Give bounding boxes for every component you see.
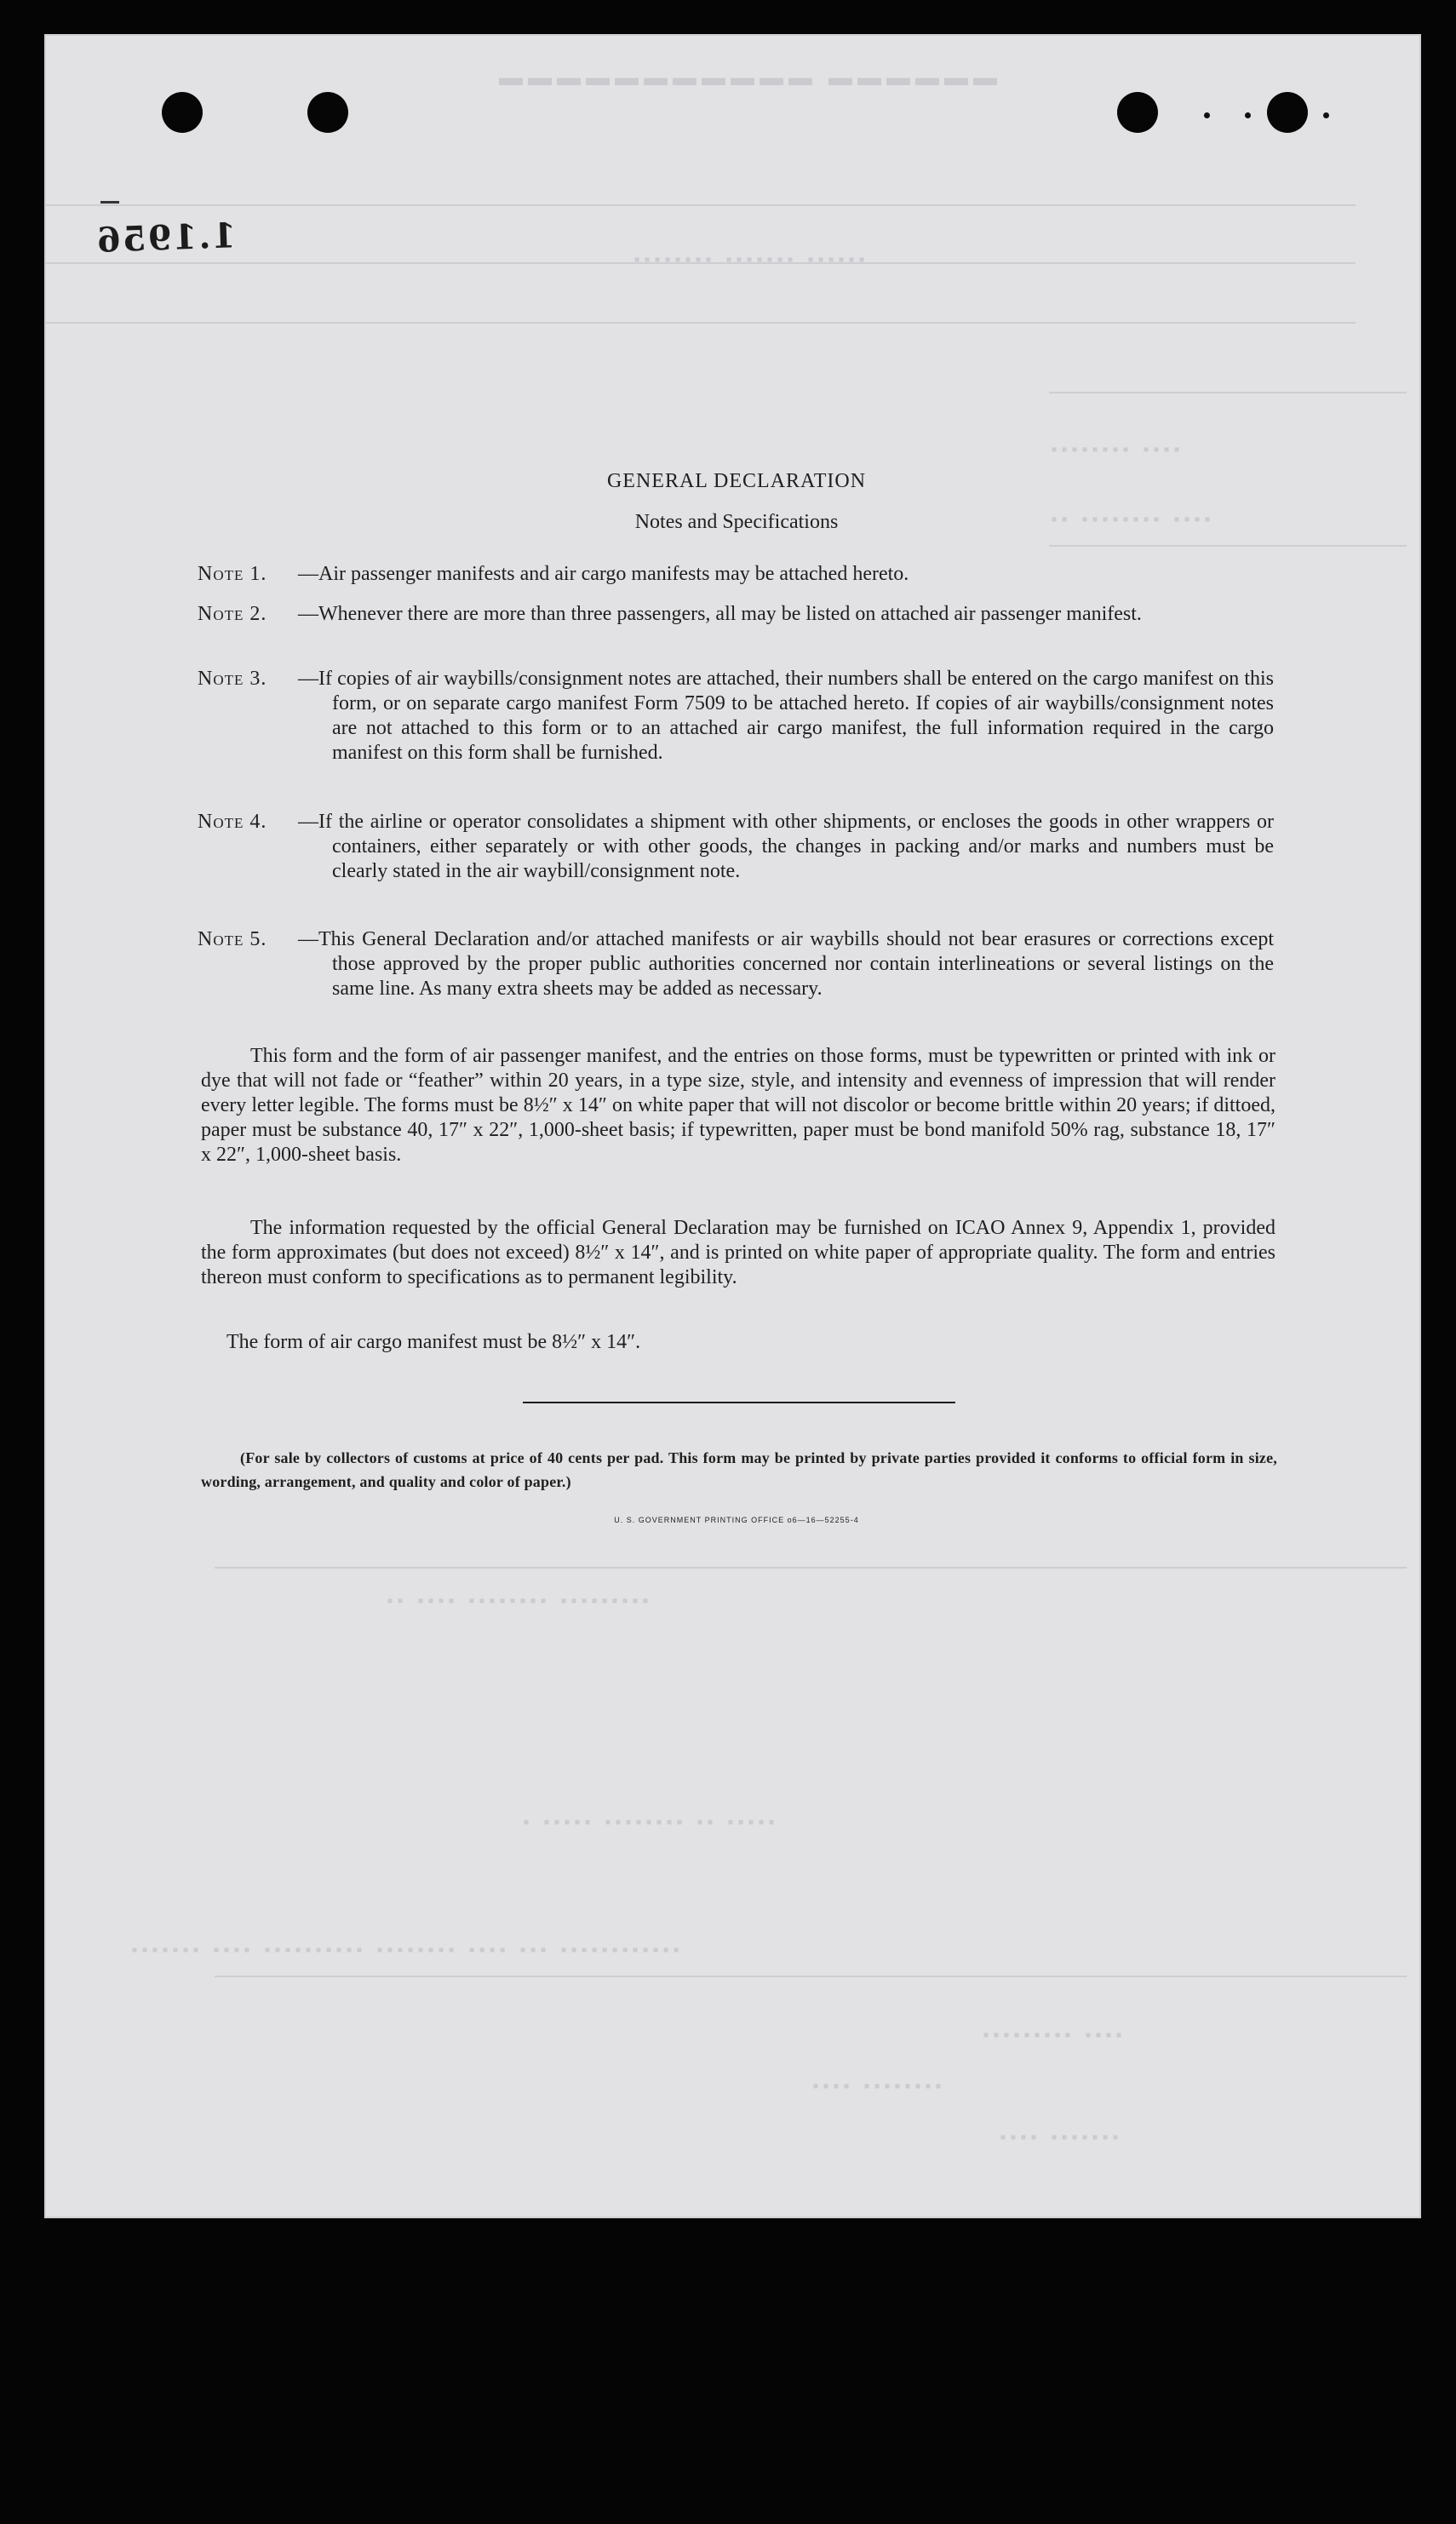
note-label: Note 5. <box>198 928 267 950</box>
printer-imprint: U. S. GOVERNMENT PRINTING OFFICE o6—16—52255-4 <box>614 1516 859 1524</box>
document-title: GENERAL DECLARATION <box>606 470 867 492</box>
bleed-through-text: ▪▪ ▪▪▪▪ ▪▪▪▪▪▪▪▪ ▪▪▪▪▪▪▪▪▪ <box>385 1592 651 1612</box>
document-subtitle: Notes and Specifications <box>634 511 839 533</box>
bleed-through-text: ▪▪ ▪▪▪▪▪▪▪▪ ▪▪▪▪ <box>1049 511 1213 531</box>
note-4 <box>198 810 1274 884</box>
note-1 <box>198 562 1274 587</box>
bleed-through-line <box>1049 392 1407 393</box>
divider-rule <box>523 1402 955 1403</box>
note-2 <box>198 602 1274 627</box>
punch-hole <box>1117 92 1158 133</box>
punch-hole <box>1267 92 1308 133</box>
specification-paragraph: This form and the form of air passenger manifest, and the entries on those forms, must be typewritten or printed with ink or dye that will not fade or “feather” within 20 years, in a type size, style, and intensity and evenness of impression that will render every letter legible. The forms must be 8½″ x 14″ on white paper that will not discolor or become brittle within 20 years; if dittoed, paper must be substance 40, 17″ x 22″, 1,000-sheet basis; if typewritten, paper must be bond manifold 50% rag, substance 18, 17″ x 22″, 1,000-sheet basis. <box>201 1045 1275 1166</box>
note-text: —If the airline or operator consolidates a shipment with other shipments, or encloses the goods in other wrappers or containers, either separately or with other goods, the changes in packing and/or marks and numbers must be clearly stated in the air waybill/consignment note. <box>298 811 1274 882</box>
handwritten-mark <box>100 201 119 204</box>
bleed-through-text: ▪▪▪▪ ▪▪▪▪▪▪▪▪ <box>811 2078 944 2097</box>
bleed-through-text: ▪▪▪▪▪▪▪▪▪ ▪▪▪▪ <box>981 2027 1125 2046</box>
bleed-through-heading: ▬▬▬▬▬▬ ▬▬▬▬▬▬▬▬▬▬▬ <box>494 65 997 91</box>
note-label: Note 2. <box>198 603 267 625</box>
handwritten-number: 1.1956 <box>95 215 237 261</box>
bleed-through-text: ▪▪▪▪▪▪▪▪ ▪▪▪▪▪▪▪ ▪▪▪▪▪▪ <box>632 251 868 271</box>
note-3 <box>198 667 1274 766</box>
bleed-through-text: ▪ ▪▪▪▪▪ ▪▪▪▪▪▪▪▪ ▪▪ ▪▪▪▪▪ <box>521 1814 777 1833</box>
bleed-through-text: ▪▪▪▪▪▪▪ ▪▪▪▪ ▪▪▪▪▪▪▪▪▪▪ ▪▪▪▪▪▪▪▪ ▪▪▪▪ ▪▪▪ ▪▪▪▪▪▪▪▪▪▪▪▪ <box>129 1942 682 1961</box>
note-label: Note 3. <box>198 668 267 690</box>
specification-paragraph: The form of air cargo manifest must be 8½″ x 14″. <box>226 1331 641 1353</box>
speck <box>1204 112 1210 118</box>
note-text: —If copies of air waybills/consignment notes are attached, their numbers shall be entered on the cargo manifest on this form, or on separate cargo manifest Form 7509 to be attached hereto. If copies of air waybills/consignment notes are not attached to this form or to an attached air cargo manifest, the full information required in the cargo manifest on this form shall be furnished. <box>298 668 1274 764</box>
note-5 <box>198 927 1274 1001</box>
bleed-through-line <box>215 1976 1407 1977</box>
punch-hole <box>162 92 203 133</box>
note-text: —Whenever there are more than three passengers, all may be listed on attached air passenger manifest. <box>298 603 1142 625</box>
speck <box>1323 112 1329 118</box>
bleed-through-line <box>44 322 1356 324</box>
sale-notice: (For sale by collectors of customs at price of 40 cents per pad. This form may be printed by private parties provided it conforms to official form in size, wording, arrangement, and quality and color of paper.) <box>201 1449 1277 1490</box>
speck <box>1245 112 1251 118</box>
specification-paragraph: The information requested by the official General Declaration may be furnished on ICAO Annex 9, Appendix 1, provided the form approximates (but does not exceed) 8½″ x 14″, and is printed on white paper of appropriate quality. The form and entries thereon must conform to specifications as to permanent legibility. <box>201 1217 1275 1288</box>
note-label: Note 1. <box>198 563 267 585</box>
note-label: Note 4. <box>198 811 267 833</box>
bleed-through-line <box>44 204 1356 206</box>
bleed-through-line <box>215 1567 1407 1569</box>
bleed-through-text: ▪▪▪▪ ▪▪▪▪▪▪▪ <box>998 2129 1121 2148</box>
bleed-through-line <box>1049 545 1407 547</box>
note-text: —This General Declaration and/or attached manifests or air waybills should not bear erasures or corrections except those approved by the proper public authorities concerned nor contain interlineations or several listings on the same line. As many extra sheets may be added as necessary. <box>298 928 1274 1000</box>
punch-hole <box>307 92 348 133</box>
bleed-through-text: ▪▪▪▪▪▪▪▪ ▪▪▪▪ <box>1049 441 1183 461</box>
note-text: —Air passenger manifests and air cargo manifests may be attached hereto. <box>298 563 909 585</box>
